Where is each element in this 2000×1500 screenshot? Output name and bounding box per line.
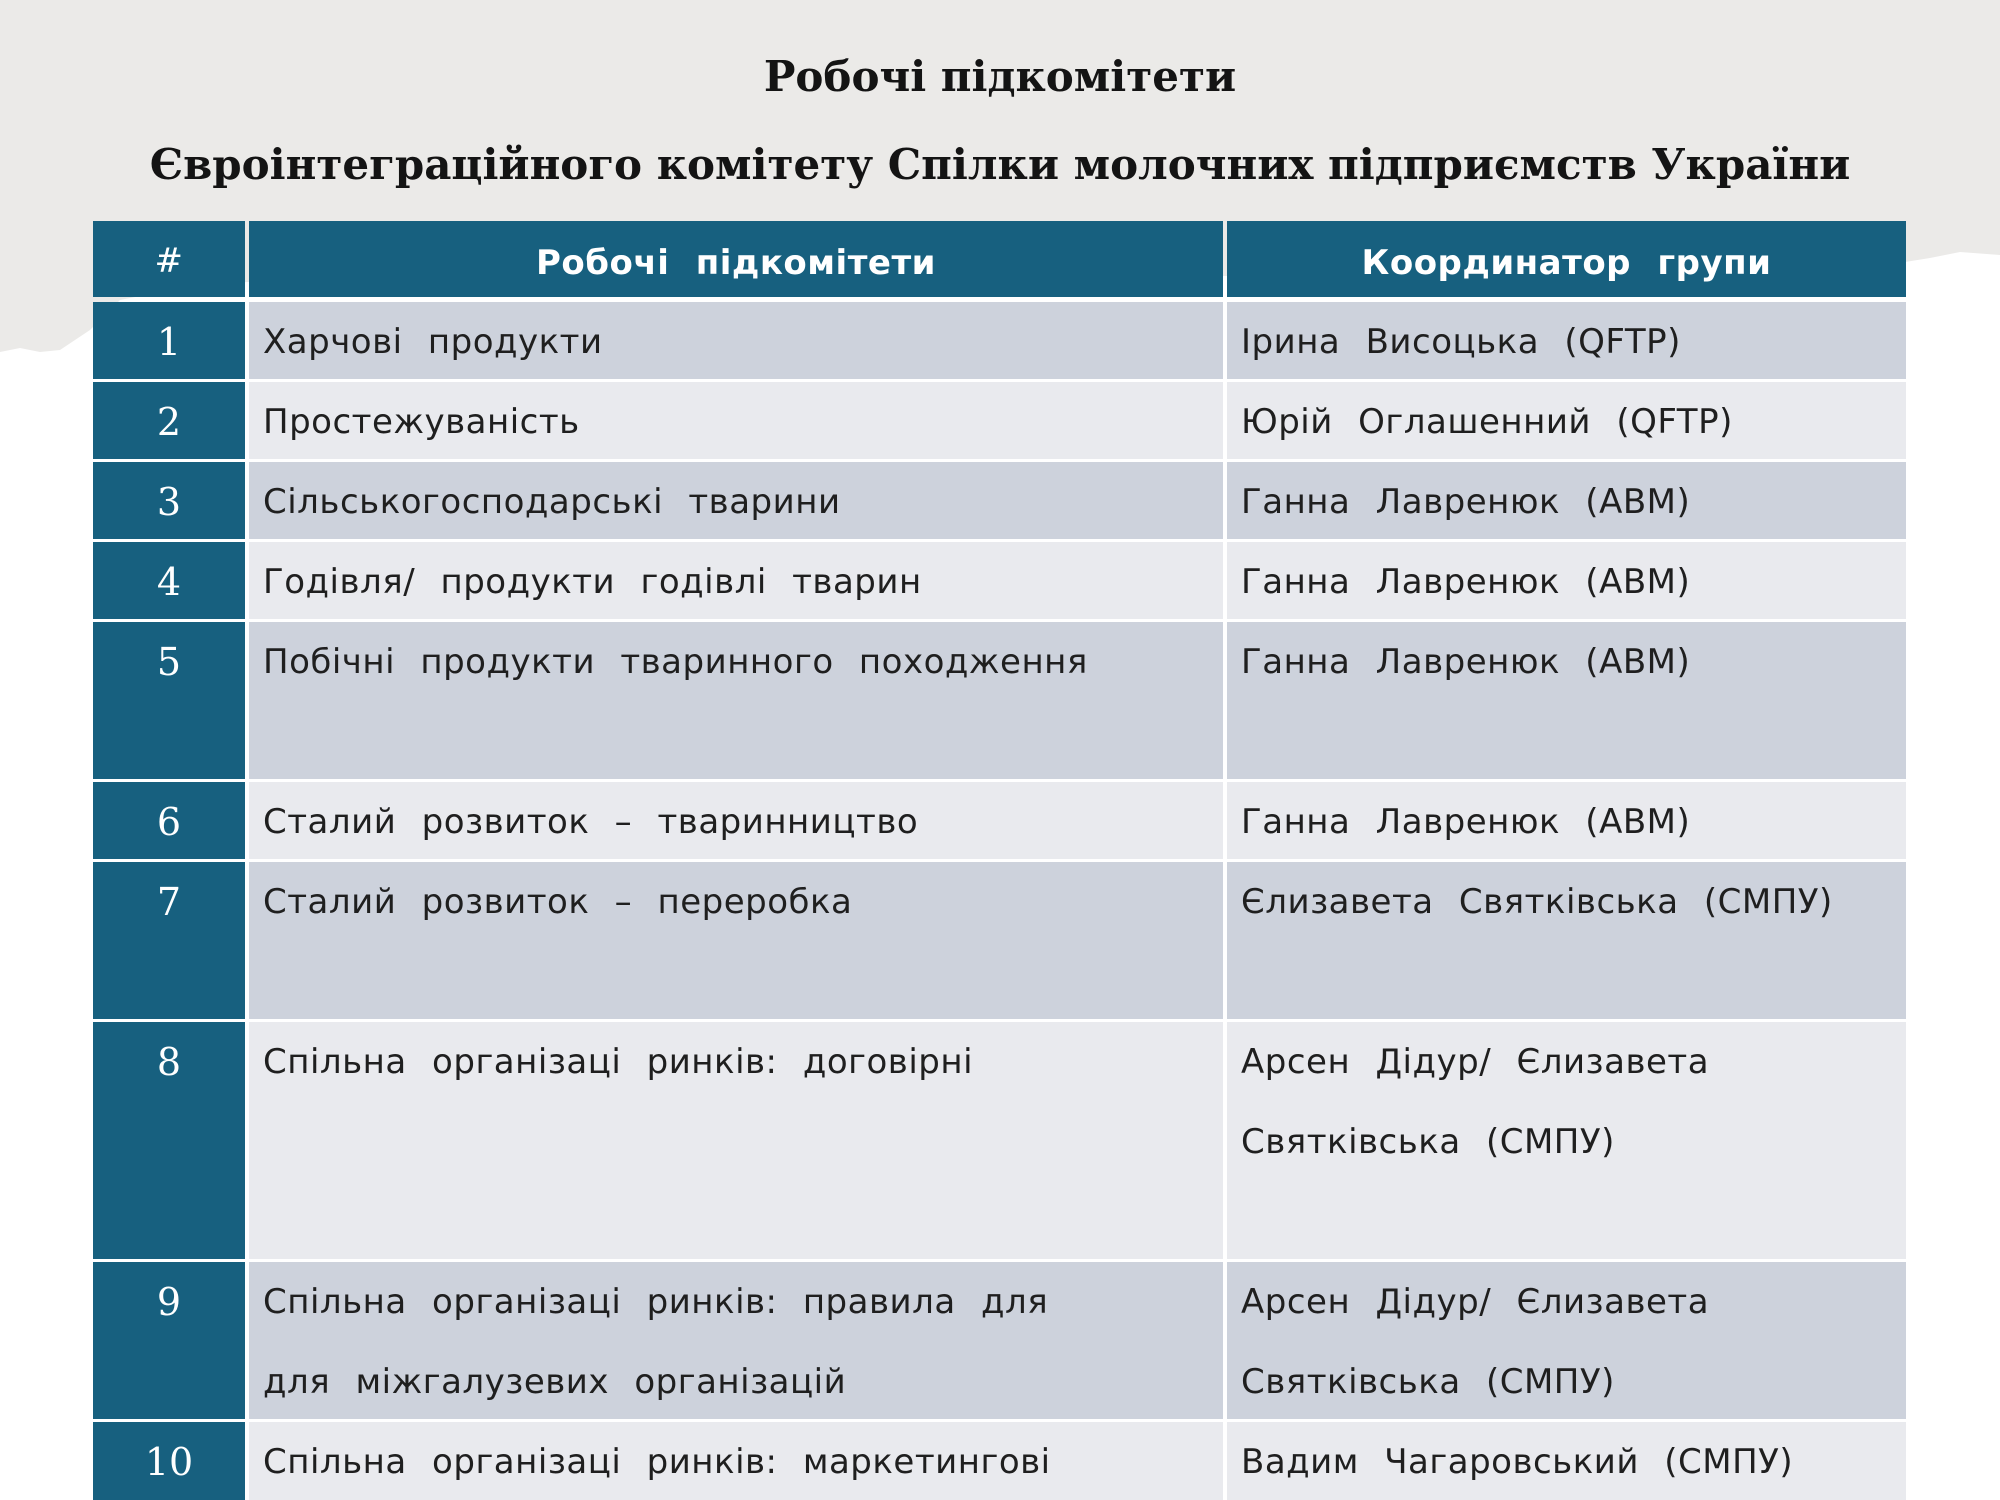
header-subcommittee-cell [249, 221, 1223, 297]
subcommittee-cell [249, 1422, 1223, 1500]
coordinator-name: Арсен Дідур/ Єлизавета [1241, 1042, 1710, 1082]
coordinator-name: Єлизавета Святківська (СМПУ) [1241, 882, 1833, 922]
row-number: 3 [156, 480, 182, 524]
row-number: 4 [156, 560, 182, 604]
table-row [93, 622, 1908, 779]
row-number-cell [93, 622, 245, 779]
coordinator-name: Ганна Лавренюк (АВМ) [1241, 802, 1691, 842]
row-number-cell [93, 382, 245, 459]
subcommittee-name: Спільна організаці ринків: правила для [263, 1282, 1049, 1322]
row-number: 2 [156, 400, 182, 444]
table-row [93, 382, 1908, 459]
coordinator-cell [1227, 302, 1906, 379]
row-number-cell [93, 542, 245, 619]
subcommittee-name: Сталий розвиток – переробка [263, 882, 853, 922]
page-title: Робочі підкомітети [763, 52, 1237, 101]
coordinator-name: Ганна Лавренюк (АВМ) [1241, 642, 1691, 682]
table-row [93, 302, 1908, 379]
table-row [93, 1022, 1908, 1259]
row-number: 8 [156, 1040, 182, 1084]
header-coordinator-cell [1227, 221, 1906, 297]
header-number-cell [93, 221, 245, 297]
table-row [93, 462, 1908, 539]
header-coordinator-label: Координатор групи [1361, 243, 1772, 283]
row-number-cell [93, 782, 245, 859]
row-number-cell [93, 302, 245, 379]
header-number-label: # [154, 241, 184, 281]
row-number: 10 [144, 1440, 194, 1484]
subcommittee-cell [249, 622, 1223, 779]
table-row [93, 1262, 1908, 1419]
coordinator-cell [1227, 1422, 1906, 1500]
row-number-cell [93, 462, 245, 539]
coordinator-cell [1227, 462, 1906, 539]
coordinator-cell [1227, 862, 1906, 1019]
subcommittee-name: Простежуваність [263, 402, 580, 442]
coordinator-name: Ганна Лавренюк (АВМ) [1241, 482, 1691, 522]
coordinator-cell [1227, 622, 1906, 779]
subcommittee-cell [249, 862, 1223, 1019]
subcommittee-name-continued: для міжгалузевих організацій [263, 1362, 847, 1402]
subcommittee-cell [249, 782, 1223, 859]
row-number-cell [93, 1262, 245, 1419]
coordinator-cell [1227, 542, 1906, 619]
subcommittee-name: Сільськогосподарські тварини [263, 482, 841, 522]
row-number-cell [93, 862, 245, 1019]
row-number: 9 [156, 1280, 182, 1324]
subcommittee-name: Харчові продукти [263, 322, 603, 362]
table-row [93, 542, 1908, 619]
coordinator-name-continued: Святківська (СМПУ) [1241, 1362, 1615, 1402]
table-row [93, 782, 1908, 859]
subcommittee-name: Спільна організаці ринків: договірні [263, 1042, 974, 1082]
subcommittee-cell [249, 1262, 1223, 1419]
row-number: 5 [156, 640, 182, 684]
coordinator-name: Арсен Дідур/ Єлизавета [1241, 1282, 1710, 1322]
row-number: 6 [156, 800, 182, 844]
subcommittee-cell [249, 542, 1223, 619]
row-number-cell [93, 1422, 245, 1500]
coordinator-cell [1227, 1022, 1906, 1259]
table-row [93, 1422, 1908, 1500]
subcommittee-name: Побічні продукти тваринного походження [263, 642, 1088, 682]
page-subtitle: Євроінтеграційного комітету Спілки молочних підприємств України [149, 140, 1851, 189]
coordinator-cell [1227, 382, 1906, 459]
coordinator-cell [1227, 782, 1906, 859]
coordinator-name: Ірина Висоцька (QFTP) [1241, 322, 1681, 362]
subcommittee-name: Спільна організаці ринків: маркетингові [263, 1442, 1051, 1482]
coordinator-name: Юрій Оглашенний (QFTP) [1241, 402, 1733, 442]
subcommittee-cell [249, 382, 1223, 459]
coordinator-name: Вадим Чагаровський (СМПУ) [1241, 1442, 1794, 1482]
subcommittee-name: Годівля/ продукти годівлі тварин [263, 562, 922, 602]
subcommittee-cell [249, 1022, 1223, 1259]
row-number: 7 [156, 880, 182, 924]
subcommittee-name: Сталий розвиток – тваринництво [263, 802, 919, 842]
subcommittee-cell [249, 302, 1223, 379]
table-row [93, 862, 1908, 1019]
header-subcommittee-label: Робочі підкомітети [536, 243, 936, 283]
row-number: 1 [156, 320, 182, 364]
subcommittee-cell [249, 462, 1223, 539]
coordinator-name: Ганна Лавренюк (АВМ) [1241, 562, 1691, 602]
coordinator-name-continued: Святківська (СМПУ) [1241, 1122, 1615, 1162]
row-number-cell [93, 1022, 245, 1259]
coordinator-cell [1227, 1262, 1906, 1419]
table-header-row [93, 221, 1908, 297]
